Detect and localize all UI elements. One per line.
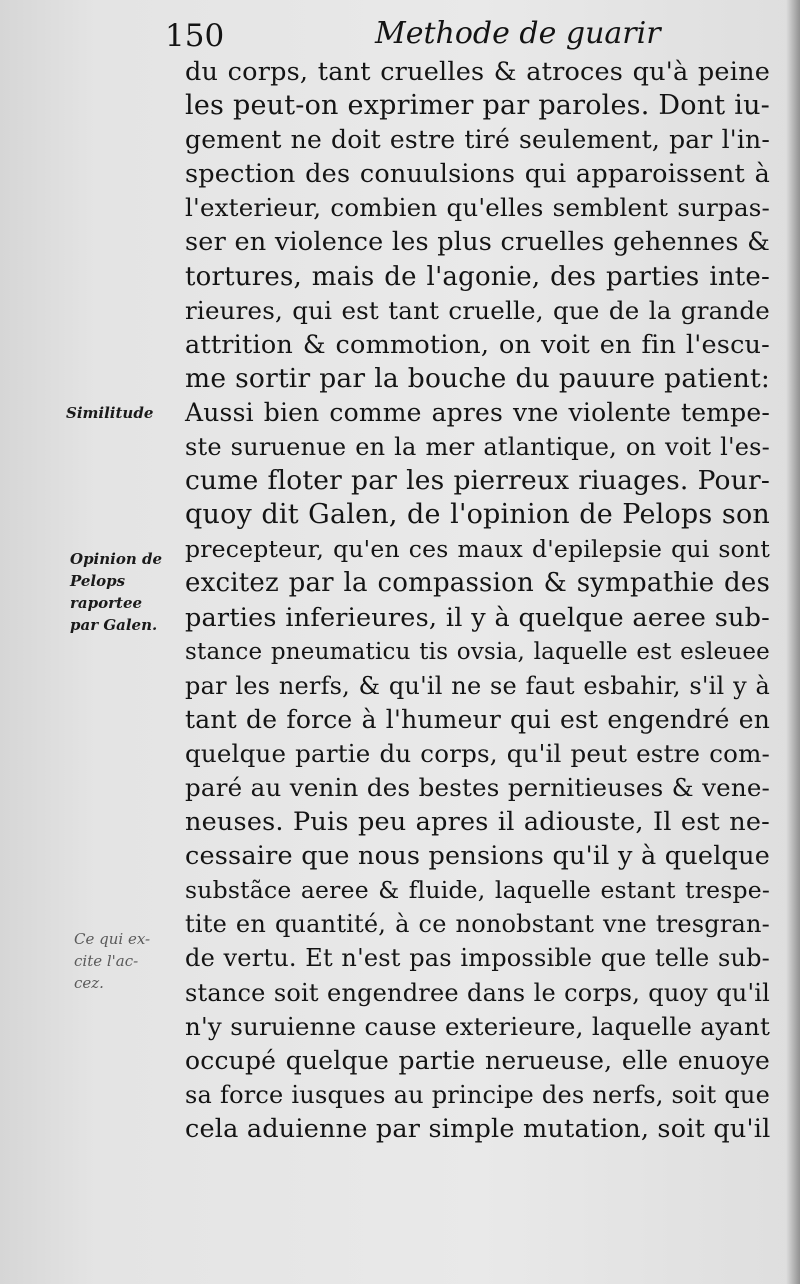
text-line: spection des conuulsions qui apparoissent à <box>185 159 770 190</box>
text-line: sa force iusques au principe des nerfs, soit que <box>185 1080 770 1109</box>
body-text <box>185 55 770 1146</box>
text-line: n'y suruienne cause exterieure, laquelle ayant <box>185 1011 770 1041</box>
running-head: Methode de guarir <box>375 16 661 51</box>
text-line: de vertu. Et n'est pas impossible que telle sub- <box>185 944 770 973</box>
text-line: l'exterieur, combien qu'elles semblent surpas- <box>185 193 770 223</box>
text-line: tite en quantité, à ce nonobstant vne tresgran- <box>185 910 770 939</box>
text-line: me sortir par la bouche du pauure patient: <box>185 362 770 394</box>
text-line: cume floter par les pierreux riuages. Pour- <box>185 465 770 497</box>
text-line: quoy dit Galen, de l'opinion de Pelops son <box>185 499 770 531</box>
text-line: gement ne doit estre tiré seulement, par l'in- <box>185 125 770 155</box>
text-line: cessaire que nous pensions qu'il y à quelque <box>185 841 770 872</box>
text-line: parties inferieures, il y à quelque aeree sub- <box>185 602 770 633</box>
margin-note-line: Ce qui ex- <box>74 930 151 948</box>
text-line: substãce aeree & fluide, laquelle estant trespe- <box>185 876 770 905</box>
text-line: quelque partie du corps, qu'il peut estre com- <box>185 738 770 768</box>
text-line: par les nerfs, & qu'il ne se faut esbahir, s'il y à <box>185 671 770 700</box>
margin-note-line: cite l'ac- <box>74 952 139 970</box>
margin-note-line: par Galen. <box>70 616 158 634</box>
text-line: attrition & commotion, on voit en fin l'escu- <box>185 329 770 360</box>
margin-note-acces <box>74 928 150 994</box>
text-line: du corps, tant cruelles & atroces qu'à peine <box>185 57 770 87</box>
margin-note-line: cez. <box>74 974 104 992</box>
margin-note-line: Pelops <box>70 572 126 590</box>
margin-note-line: Similitude <box>66 404 154 422</box>
margin-note-similitude <box>66 402 153 424</box>
text-line: paré au venin des bestes pernitieuses & vene- <box>185 772 770 802</box>
text-line: tortures, mais de l'agonie, des parties inte- <box>185 261 770 292</box>
text-line: excitez par la compassion & sympathie des <box>185 568 770 599</box>
margin-notes <box>0 0 180 1284</box>
page-number: 150 <box>165 18 225 54</box>
text-line: stance pneumaticu tis ovsia, laquelle est esleuee <box>185 638 770 665</box>
margin-note-line: raportee <box>70 594 143 612</box>
page-header <box>165 10 775 60</box>
text-line: rieures, qui est tant cruelle, que de la grande <box>185 295 770 325</box>
text-line: les peut-on exprimer par paroles. Dont iu- <box>185 90 770 122</box>
text-line: stance soit engendree dans le corps, quoy qu'il <box>185 978 770 1007</box>
text-line: tant de force à l'humeur qui est engendré en <box>185 704 770 734</box>
margin-note-line: Opinion de <box>70 550 163 568</box>
text-line: ser en violence les plus cruelles gehennes & <box>185 227 770 258</box>
text-line: neuses. Puis peu apres il adiouste, Il est ne- <box>185 807 770 838</box>
text-line: precepteur, qu'en ces maux d'epilepsie qui sont <box>185 535 770 564</box>
text-line: Aussi bien comme apres vne violente tempe- <box>185 397 770 427</box>
text-line: occupé quelque partie nerueuse, elle enuoye <box>185 1045 770 1075</box>
text-line: cela aduienne par simple mutation, soit qu'il <box>185 1113 771 1144</box>
text-line: ste suruenue en la mer atlantique, on voit l'es- <box>185 433 770 462</box>
margin-note-pelops <box>70 548 162 636</box>
